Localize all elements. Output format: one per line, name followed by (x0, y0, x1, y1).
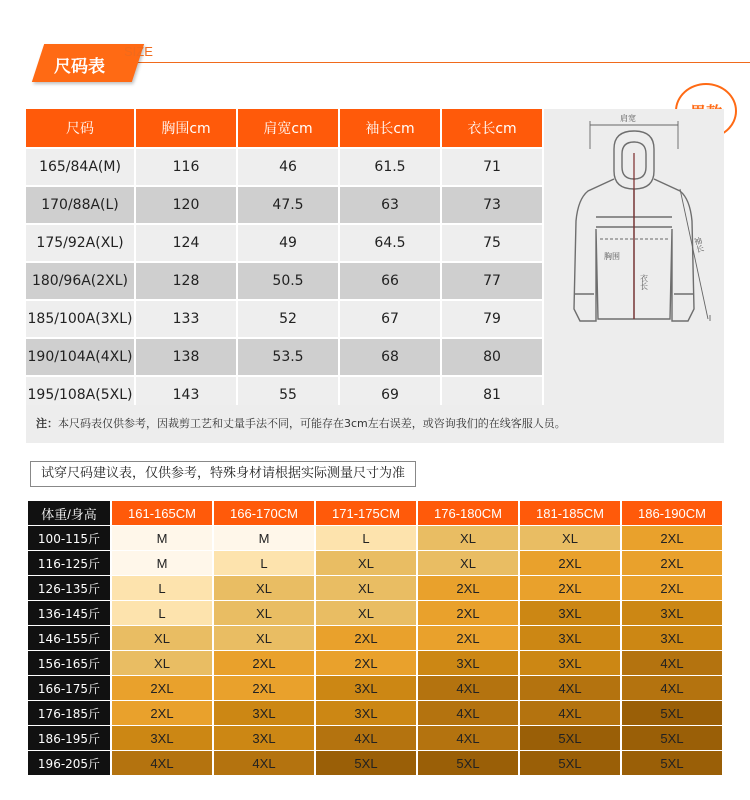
jacket-diagram (544, 109, 724, 405)
size-note (26, 405, 724, 443)
recommended-size-cell: 2XL (520, 576, 620, 600)
recommended-size-cell: 5XL (418, 751, 518, 775)
note-prefix: 注： (36, 417, 58, 430)
shoulder-label: 肩宽 (620, 114, 636, 123)
measurement-cell: 50.5 (238, 263, 340, 301)
size-code-cell: 185/100A(3XL) (26, 301, 136, 339)
header-size-word: SIZE (124, 44, 153, 59)
table-row (28, 701, 722, 725)
column-header: 肩宽cm (238, 109, 340, 149)
recommended-size-cell: 3XL (520, 601, 620, 625)
recommended-size-cell: 5XL (622, 726, 722, 750)
recommended-size-cell: L (214, 551, 314, 575)
recommended-size-cell: 4XL (316, 726, 416, 750)
table-row (28, 576, 722, 600)
measurement-cell: 79 (442, 301, 544, 339)
weight-cell: 186-195斤 (28, 726, 110, 750)
measurement-cell: 66 (340, 263, 442, 301)
size-code-cell: 165/84A(M) (26, 149, 136, 187)
recommended-size-cell: 5XL (622, 751, 722, 775)
recommended-size-cell: 4XL (214, 751, 314, 775)
measurement-cell: 61.5 (340, 149, 442, 187)
recommended-size-cell: 4XL (622, 651, 722, 675)
recommend-header (28, 501, 722, 525)
recommended-size-cell: 2XL (418, 576, 518, 600)
table-row (26, 339, 544, 377)
header-rule (130, 62, 750, 63)
recommended-size-cell: XL (214, 626, 314, 650)
recommended-size-cell: 4XL (112, 751, 212, 775)
column-header: 袖长cm (340, 109, 442, 149)
measurement-cell: 124 (136, 225, 238, 263)
height-header: 181-185CM (520, 501, 620, 525)
column-header: 衣长cm (442, 109, 544, 149)
length-label: 衣长 (639, 274, 649, 290)
measurement-cell: 49 (238, 225, 340, 263)
jacket-diagram-svg (544, 109, 724, 405)
recommended-size-cell: 2XL (622, 551, 722, 575)
measurement-cell: 73 (442, 187, 544, 225)
recommended-size-cell: M (112, 551, 212, 575)
measurement-cell: 81 (442, 377, 544, 415)
table-row (28, 751, 722, 775)
table-row (28, 601, 722, 625)
height-header: 176-180CM (418, 501, 518, 525)
weight-cell: 146-155斤 (28, 626, 110, 650)
size-code-cell: 175/92A(XL) (26, 225, 136, 263)
recommended-size-cell: 3XL (418, 651, 518, 675)
recommended-size-cell: L (316, 526, 416, 550)
table-row (26, 225, 544, 263)
weight-cell: 156-165斤 (28, 651, 110, 675)
height-header: 171-175CM (316, 501, 416, 525)
table-row (28, 676, 722, 700)
recommended-size-cell: 2XL (214, 676, 314, 700)
measurement-cell: 69 (340, 377, 442, 415)
recommended-size-cell: 2XL (112, 701, 212, 725)
height-header: 161-165CM (112, 501, 212, 525)
recommended-size-cell: L (112, 576, 212, 600)
recommended-size-cell: 2XL (112, 676, 212, 700)
weight-cell: 136-145斤 (28, 601, 110, 625)
measurement-cell: 47.5 (238, 187, 340, 225)
size-code-cell: 195/108A(5XL) (26, 377, 136, 415)
recommended-size-cell: 2XL (622, 526, 722, 550)
recommended-size-cell: XL (112, 651, 212, 675)
recommend-table (26, 500, 724, 776)
recommended-size-cell: 3XL (622, 626, 722, 650)
measurement-cell: 67 (340, 301, 442, 339)
size-code-cell: 190/104A(4XL) (26, 339, 136, 377)
recommended-size-cell: 4XL (622, 676, 722, 700)
measurement-cell: 55 (238, 377, 340, 415)
recommended-size-cell: L (112, 601, 212, 625)
table-row (28, 626, 722, 650)
recommended-size-cell: 3XL (214, 701, 314, 725)
recommended-size-cell: 3XL (214, 726, 314, 750)
weight-cell: 166-175斤 (28, 676, 110, 700)
weight-cell: 176-185斤 (28, 701, 110, 725)
recommended-size-cell: 4XL (418, 726, 518, 750)
measurement-cell: 80 (442, 339, 544, 377)
table-row (28, 651, 722, 675)
recommended-size-cell: 2XL (316, 626, 416, 650)
recommended-size-cell: 2XL (418, 626, 518, 650)
measurement-cell: 63 (340, 187, 442, 225)
weight-cell: 196-205斤 (28, 751, 110, 775)
table-row (28, 526, 722, 550)
measurement-cell: 75 (442, 225, 544, 263)
table-row (26, 187, 544, 225)
recommended-size-cell: 2XL (418, 601, 518, 625)
measurement-cell: 77 (442, 263, 544, 301)
recommended-size-cell: XL (316, 551, 416, 575)
recommended-size-cell: 2XL (622, 576, 722, 600)
sleeve-label: 袖长 (692, 235, 706, 254)
height-header: 186-190CM (622, 501, 722, 525)
header-title: 尺码表 (54, 57, 105, 77)
recommended-size-cell: 5XL (520, 751, 620, 775)
header (0, 0, 750, 110)
height-header: 166-170CM (214, 501, 314, 525)
recommended-size-cell: XL (418, 526, 518, 550)
recommended-size-cell: M (112, 526, 212, 550)
column-header: 胸围cm (136, 109, 238, 149)
recommended-size-cell: XL (214, 601, 314, 625)
weight-cell: 100-115斤 (28, 526, 110, 550)
recommended-size-cell: XL (316, 601, 416, 625)
weight-cell: 116-125斤 (28, 551, 110, 575)
recommended-size-cell: 3XL (316, 676, 416, 700)
recommended-size-cell: 5XL (520, 726, 620, 750)
table-row (26, 263, 544, 301)
size-table-header (26, 109, 544, 149)
recommended-size-cell: 3XL (520, 626, 620, 650)
recommended-size-cell: M (214, 526, 314, 550)
recommend-title: 试穿尺码建议表，仅供参考，特殊身材请根据实际测量尺寸为准 (30, 461, 416, 487)
recommended-size-cell: 3XL (520, 651, 620, 675)
measurement-cell: 64.5 (340, 225, 442, 263)
measurement-cell: 52 (238, 301, 340, 339)
recommended-size-cell: 2XL (214, 651, 314, 675)
recommended-size-cell: 5XL (316, 751, 416, 775)
measurement-cell: 71 (442, 149, 544, 187)
measurement-cell: 138 (136, 339, 238, 377)
measurement-cell: 143 (136, 377, 238, 415)
measurement-cell: 128 (136, 263, 238, 301)
recommended-size-cell: 4XL (418, 701, 518, 725)
table-row (26, 301, 544, 339)
size-table (26, 109, 544, 415)
recommended-size-cell: XL (214, 576, 314, 600)
table-row (28, 551, 722, 575)
recommended-size-cell: XL (112, 626, 212, 650)
measurement-cell: 68 (340, 339, 442, 377)
recommended-size-cell: XL (316, 576, 416, 600)
corner-header: 体重/身高 (28, 501, 110, 525)
table-row (28, 726, 722, 750)
size-code-cell: 180/96A(2XL) (26, 263, 136, 301)
recommended-size-cell: 4XL (418, 676, 518, 700)
recommended-size-cell: 3XL (622, 601, 722, 625)
recommended-size-cell: 4XL (520, 701, 620, 725)
recommended-size-cell: 2XL (520, 551, 620, 575)
measurement-cell: 116 (136, 149, 238, 187)
recommended-size-cell: XL (418, 551, 518, 575)
column-header: 尺码 (26, 109, 136, 149)
note-text: 本尺码表仅供参考，因裁剪工艺和丈量手法不同，可能存在3cm左右误差，或咨询我们的在线客服人员。 (58, 417, 566, 430)
measurement-cell: 46 (238, 149, 340, 187)
recommended-size-cell: XL (520, 526, 620, 550)
size-code-cell: 170/88A(L) (26, 187, 136, 225)
recommended-size-cell: 3XL (112, 726, 212, 750)
table-row (26, 149, 544, 187)
recommended-size-cell: 5XL (622, 701, 722, 725)
recommended-size-cell: 3XL (316, 701, 416, 725)
recommended-size-cell: 4XL (520, 676, 620, 700)
measurement-cell: 120 (136, 187, 238, 225)
measurement-cell: 133 (136, 301, 238, 339)
recommended-size-cell: 2XL (316, 651, 416, 675)
measurement-cell: 53.5 (238, 339, 340, 377)
chest-label: 胸围 (604, 252, 620, 261)
weight-cell: 126-135斤 (28, 576, 110, 600)
